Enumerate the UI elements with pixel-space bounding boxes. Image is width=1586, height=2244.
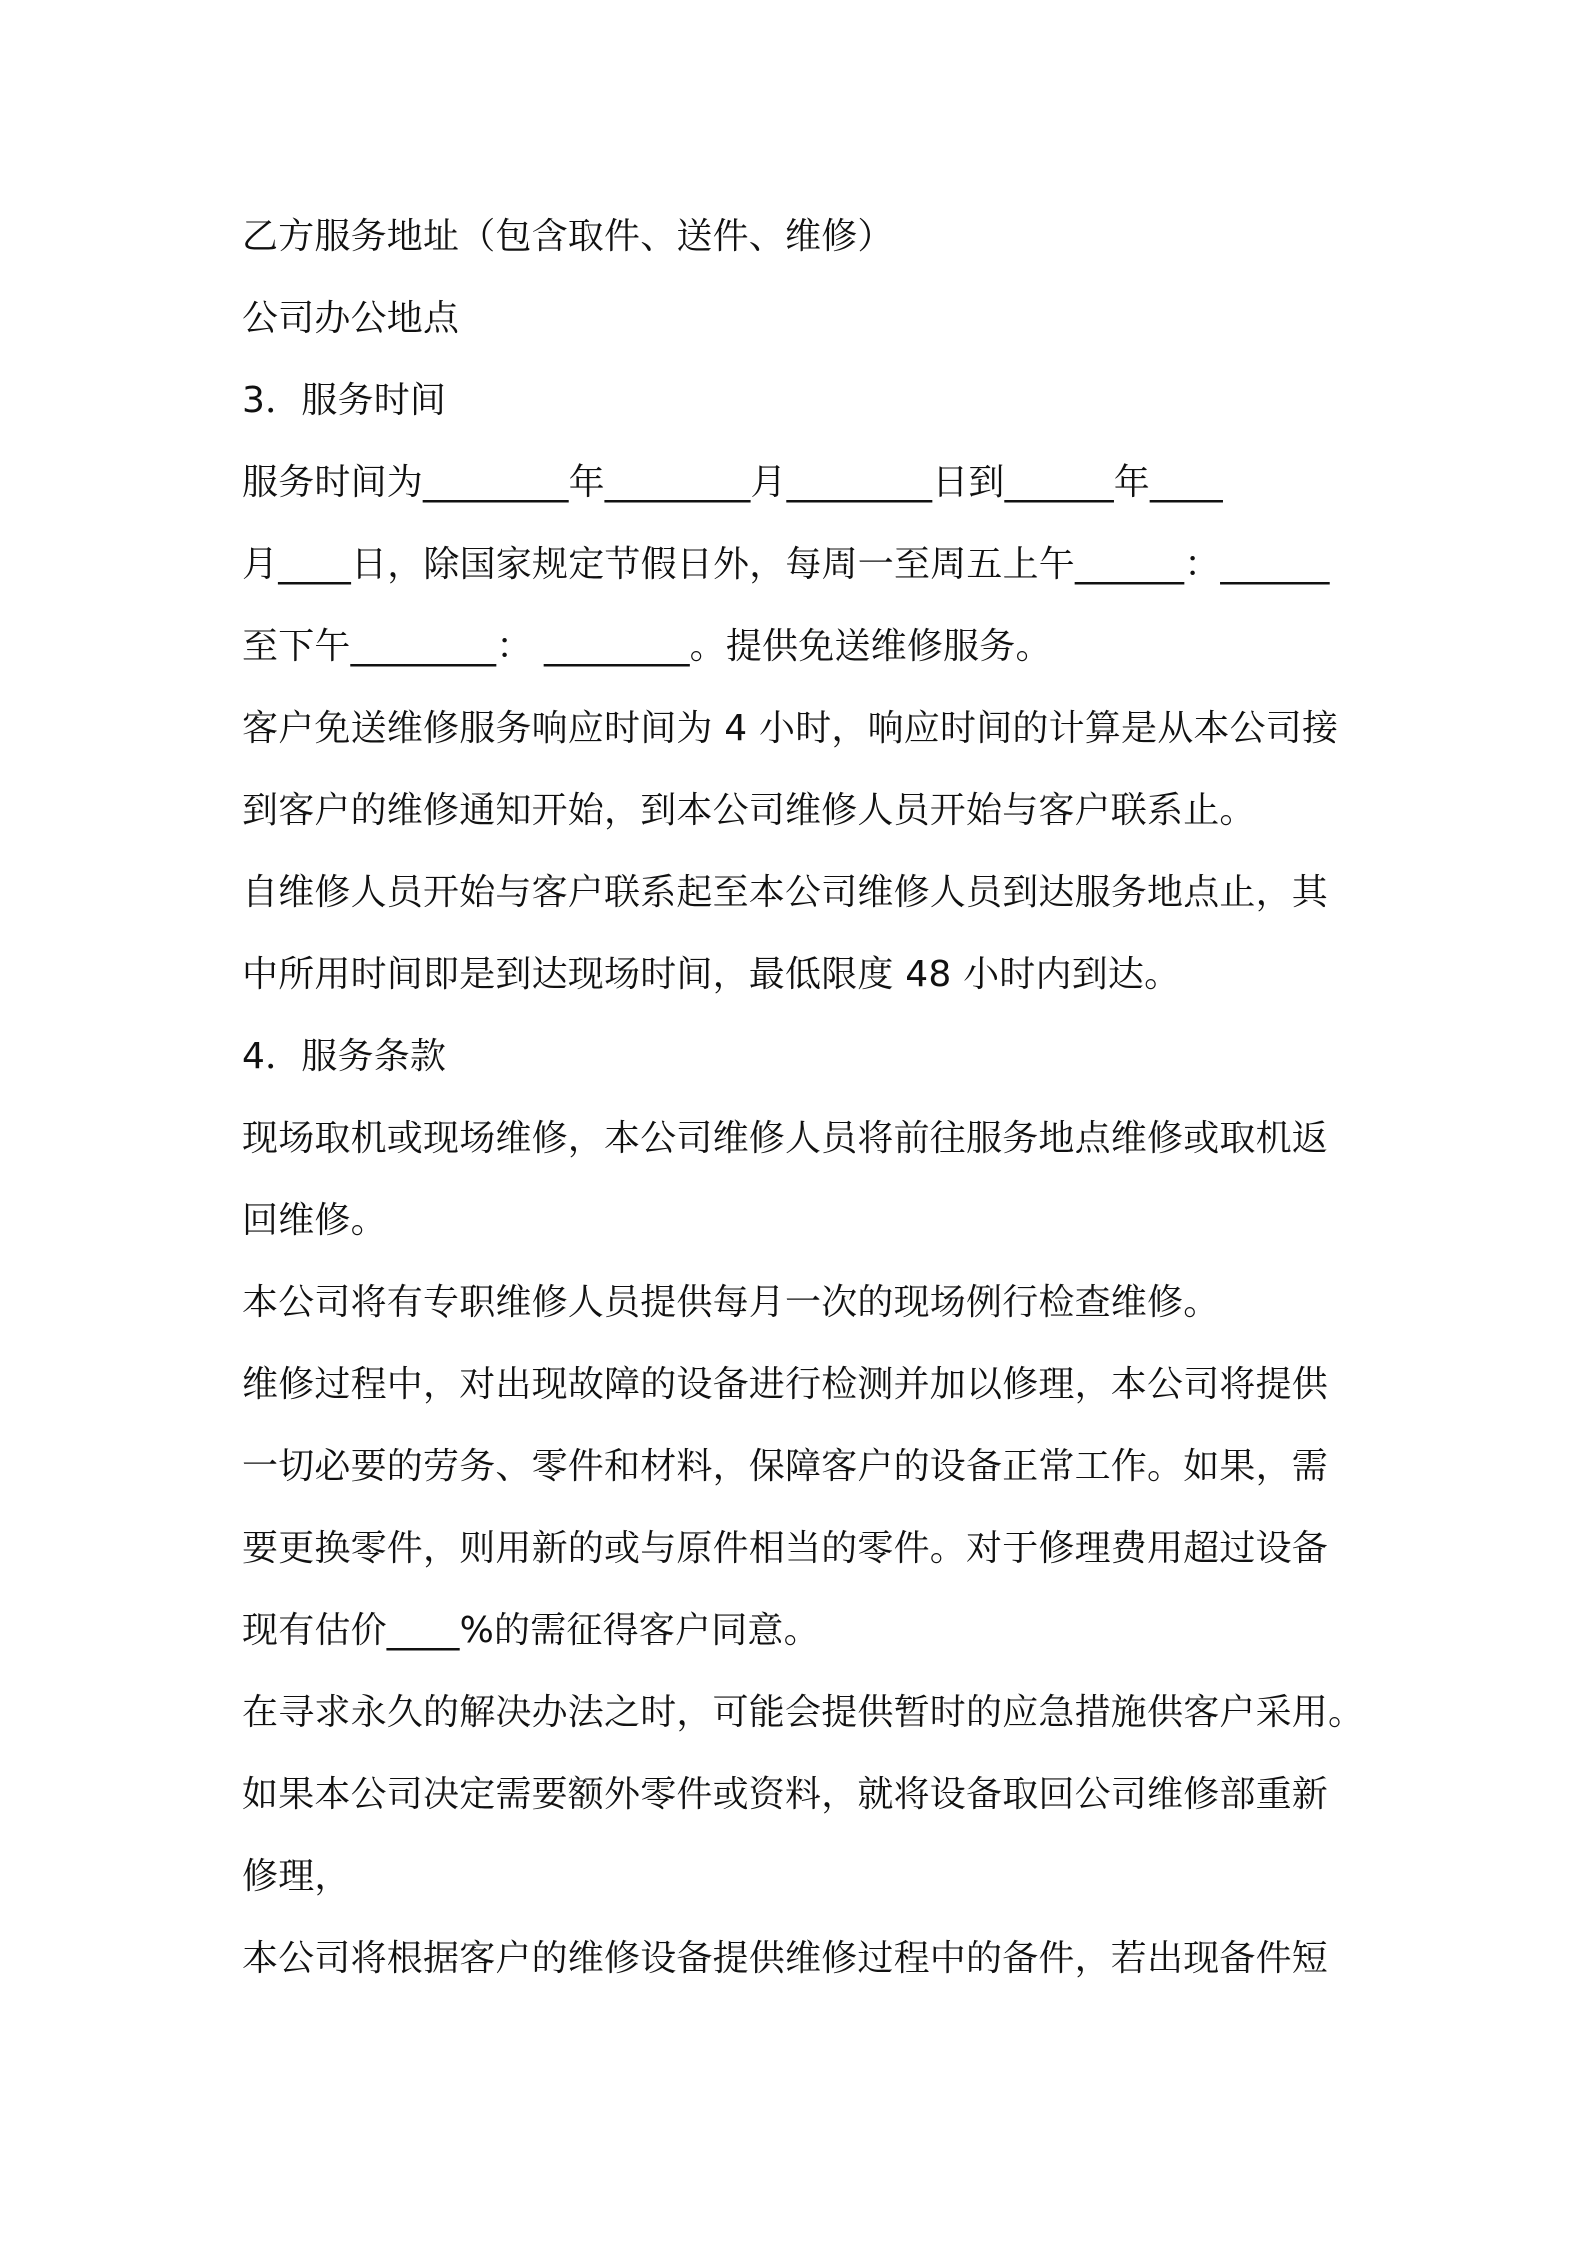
text-line-service-address: 乙方服务地址（包含取件、送件、维修） [242, 216, 894, 257]
text-line: 要更换零件，则用新的或与原件相当的零件。对于修理费用超过设备 [242, 1528, 1329, 1569]
text-line: 现场取机或现场维修，本公司维修人员将前往服务地点维修或取机返 [242, 1118, 1329, 1159]
text-line: 现有估价____%的需征得客户同意。 [242, 1610, 820, 1651]
text-line: 回维修。 [242, 1200, 387, 1241]
text-line: 一切必要的劳务、零件和材料，保障客户的设备正常工作。如果，需 [242, 1446, 1329, 1487]
text-line: 至下午________： ________。提供免送维修服务。 [242, 626, 1052, 667]
text-line: 本公司将有专职维修人员提供每月一次的现场例行检查维修。 [242, 1282, 1220, 1323]
text-line: 月____日，除国家规定节假日外，每周一至周五上午______：______ [242, 544, 1330, 585]
text-line: 中所用时间即是到达现场时间，最低限度 48 小时内到达。 [242, 954, 1181, 995]
text-line: 维修过程中，对出现故障的设备进行检测并加以修理，本公司将提供 [242, 1364, 1329, 1405]
text-line: 如果本公司决定需要额外零件或资料，就将设备取回公司维修部重新 [242, 1774, 1329, 1815]
text-line: 在寻求永久的解决办法之时，可能会提供暂时的应急措施供客户采用。 [242, 1692, 1365, 1733]
text-line: 修理， [242, 1856, 351, 1897]
text-line: 本公司将根据客户的维修设备提供维修过程中的备件，若出现备件短 [242, 1938, 1329, 1979]
text-line: 服务时间为________年________月________日到______年____ [242, 462, 1223, 503]
text-line: 自维修人员开始与客户联系起至本公司维修人员到达服务地点止，其 [242, 872, 1329, 913]
text-line: 客户免送维修服务响应时间为 4 小时，响应时间的计算是从本公司接 [242, 708, 1339, 749]
text-line: 到客户的维修通知开始，到本公司维修人员开始与客户联系止。 [242, 790, 1256, 831]
document-body [242, 196, 1372, 2000]
section-heading-service-time: 3．服务时间 [242, 380, 447, 421]
text-line-office-location: 公司办公地点 [242, 298, 460, 339]
section-heading-service-terms: 4．服务条款 [242, 1036, 447, 1077]
